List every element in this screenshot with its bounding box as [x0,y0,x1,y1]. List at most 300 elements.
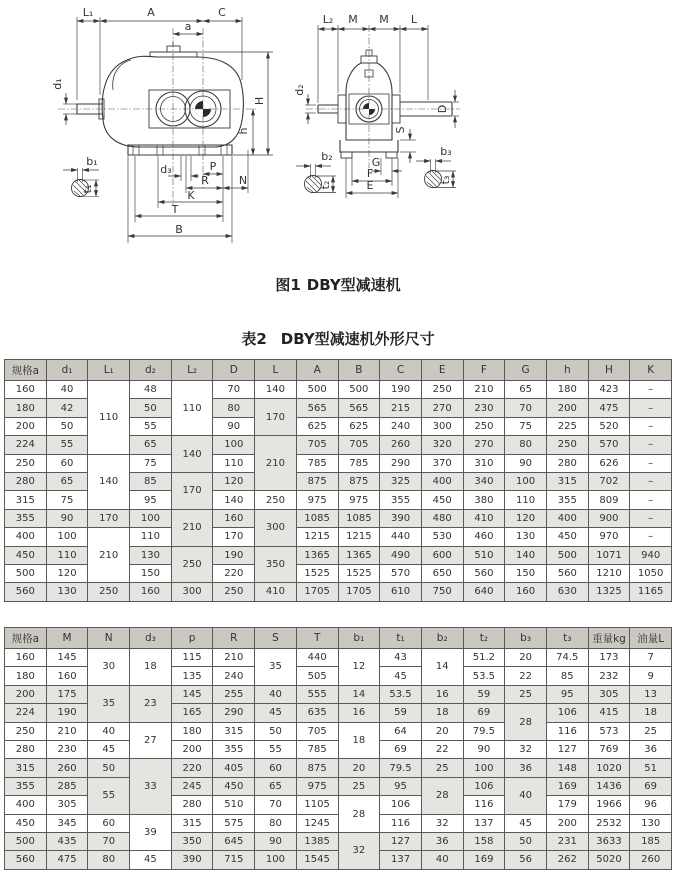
table-cell: 90 [46,509,88,527]
table-cell: 145 [171,685,213,703]
table-cell: 40 [255,685,297,703]
table-cell: 1085 [296,509,338,527]
column-header: d₁ [46,360,88,381]
dim-label-L2: L₂ [322,13,334,26]
header-row [5,360,672,381]
table-cell: 475 [588,399,630,417]
table-cell: 1365 [338,546,380,564]
table-cell: 90 [213,417,255,435]
table-cell: 25 [630,722,672,740]
table-cell: 80 [255,814,297,832]
table-cell: 116 [380,814,422,832]
table-cell: 90 [255,832,297,850]
dim-label-S: S [394,126,407,134]
table-cell: 30 [88,649,130,686]
table-cell: 14 [421,649,463,686]
dim-label-A: A [147,6,155,19]
table-cell: 116 [463,796,505,814]
table-cell: 490 [380,546,422,564]
table-cell: 400 [546,509,588,527]
table-cell: 975 [296,491,338,509]
dim-label-F: F [366,167,374,180]
table-cell: 69 [630,777,672,795]
table-cell: 60 [46,454,88,472]
table-cell: 560 [5,583,47,601]
table-cell: 230 [463,399,505,417]
table-cell: 48 [130,381,172,399]
table-cell: 74.5 [546,649,588,667]
table-cell: 110 [505,491,547,509]
table-cell: – [630,454,672,472]
table-cell: 300 [171,583,213,601]
table-cell: 100 [46,528,88,546]
table-cell: 1705 [296,583,338,601]
table-row [5,685,672,703]
table-cell: 500 [296,381,338,399]
table-cell: 1105 [296,796,338,814]
table-cell: 1385 [296,832,338,850]
table-cell: 875 [338,472,380,490]
column-header: L [255,360,297,381]
table-cell: 565 [338,399,380,417]
table-cell: 28 [421,777,463,814]
table-cell: 170 [88,509,130,527]
column-header: N [88,628,130,649]
table-cell: 69 [380,740,422,758]
table-cell: 1365 [296,546,338,564]
column-header: S [255,628,297,649]
table-cell: 560 [5,851,47,869]
table-cell: 110 [88,381,130,455]
table-cell: 240 [213,667,255,685]
table-cell: 635 [296,704,338,722]
table-cell: 975 [338,491,380,509]
table-cell: 280 [5,472,47,490]
table-cell: 626 [588,454,630,472]
table-cell: 345 [46,814,88,832]
table-cell: 100 [130,509,172,527]
column-header: 规格a [5,360,47,381]
column-header: d₃ [130,628,172,649]
table-cell: 310 [463,454,505,472]
dim-label-K: K [187,189,195,202]
table-cell: 50 [255,722,297,740]
table-cell: – [630,381,672,399]
table-row [5,759,672,777]
column-header: H [588,360,630,381]
table-cell: 435 [46,832,88,850]
dim-label-N: N [238,174,248,187]
table-cell: 32 [505,740,547,758]
table-cell: 390 [171,851,213,869]
table-cell: 200 [5,685,47,703]
table-cell: 200 [546,814,588,832]
table-cell: 450 [213,777,255,795]
table-cell: 210 [463,381,505,399]
table-cell: 270 [421,399,463,417]
table-cell: 530 [421,528,463,546]
table-cell: – [630,399,672,417]
header-row [5,628,672,649]
table-cell: 79.5 [463,722,505,740]
table-cell: 148 [546,759,588,777]
column-header: 规格a [5,628,47,649]
table-cell: 140 [213,491,255,509]
table-cell: 423 [588,381,630,399]
table-cell: – [630,491,672,509]
column-header: h [546,360,588,381]
dim-label-R: R [201,174,209,187]
table-cell: 1210 [588,564,630,582]
table-cell: 116 [546,722,588,740]
table-cell: 260 [630,851,672,869]
table-cell: 60 [88,814,130,832]
table-cell: 210 [88,528,130,583]
table-cell: 320 [421,436,463,454]
table-cell: 769 [588,740,630,758]
table-cell: 350 [171,832,213,850]
table-cell: 51 [630,759,672,777]
table-cell: 705 [338,436,380,454]
table-cell: 169 [546,777,588,795]
table-cell: 53.5 [380,685,422,703]
table-cell: 220 [213,564,255,582]
table-cell: 250 [421,381,463,399]
table-cell: 240 [380,417,422,435]
table-cell: 290 [213,704,255,722]
table-cell: 40 [505,777,547,814]
table-cell: 18 [130,649,172,686]
table-cell: 25 [421,759,463,777]
table-cell: 70 [213,381,255,399]
table-cell: 7 [630,649,672,667]
table-cell: 610 [380,583,422,601]
table-cell: 200 [171,740,213,758]
table-cell: 645 [213,832,255,850]
table-cell: 702 [588,472,630,490]
table-cell: 355 [213,740,255,758]
table-cell: 80 [88,851,130,869]
table-cell: 480 [421,509,463,527]
table-cell: 210 [213,649,255,667]
table-cell: 200 [546,399,588,417]
table-cell: 225 [546,417,588,435]
table-cell: 305 [588,685,630,703]
table-cell: 20 [505,649,547,667]
table-cell: 640 [463,583,505,601]
table-cell: – [630,436,672,454]
table-cell: 18 [421,704,463,722]
table-cell: 1325 [588,583,630,601]
table-cell: 40 [88,722,130,740]
table-cell: 210 [171,509,213,546]
table-cell: 160 [5,649,47,667]
table-cell: 130 [46,583,88,601]
table-cell: 59 [380,704,422,722]
table-cell: 510 [463,546,505,564]
table-cell: 65 [130,436,172,454]
table-cell: 110 [130,528,172,546]
table-cell: 1020 [588,759,630,777]
table-cell: 28 [338,796,380,833]
dim-label-L: L [410,13,418,26]
dim-label-t2: t₂ [319,180,332,190]
table-cell: 115 [171,649,213,667]
dim-label-P: P [209,160,217,173]
table-cell: 410 [463,509,505,527]
table-cell: 170 [213,528,255,546]
table-cell: 250 [213,583,255,601]
column-header: t₃ [546,628,588,649]
table-cell: 120 [46,564,88,582]
table-cell: 75 [46,491,88,509]
table-cell: 250 [255,491,297,509]
table-row [5,777,672,795]
table-cell: 130 [630,814,672,832]
dim-label-d1: d₁ [51,78,64,90]
table-cell: 1966 [588,796,630,814]
column-header: d₂ [130,360,172,381]
table-cell: 59 [463,685,505,703]
table-cell: 75 [130,454,172,472]
table-cell: 28 [505,704,547,741]
table-cell: 505 [296,667,338,685]
table-cell: 14 [338,685,380,703]
table-cell: 190 [380,381,422,399]
table-cell: 120 [505,509,547,527]
table-cell: 975 [296,777,338,795]
column-header: R [213,628,255,649]
table-cell: 475 [46,851,88,869]
table-cell: 280 [5,740,47,758]
table-cell: 1071 [588,546,630,564]
table-cell: 400 [421,472,463,490]
table-cell: 43 [380,649,422,667]
column-header: E [421,360,463,381]
table-cell: 50 [46,417,88,435]
table-cell: 560 [546,564,588,582]
table-cell: 255 [213,685,255,703]
table-cell: 560 [463,564,505,582]
table-cell: 1215 [296,528,338,546]
table-cell: 875 [296,759,338,777]
table-cell: 20 [338,759,380,777]
table-cell: 1245 [296,814,338,832]
dim-label-B: B [175,223,183,236]
table-cell: 180 [5,399,47,417]
dim-label-t1: t₁ [81,184,94,194]
column-header: D [213,360,255,381]
table-cell: 69 [463,704,505,722]
table-row [5,832,672,850]
table-cell: 250 [171,546,213,583]
table-cell: 110 [213,454,255,472]
table-cell: 715 [213,851,255,869]
table-row [5,649,672,667]
column-header: L₂ [171,360,213,381]
table-cell: 180 [5,667,47,685]
table-cell: 315 [5,759,47,777]
table-cell: 106 [546,704,588,722]
table-cell: 1050 [630,564,672,582]
table-cell: 137 [463,814,505,832]
table-cell: 1525 [338,564,380,582]
table-cell: 170 [255,399,297,436]
dim-label-E: E [366,179,374,192]
table-cell: 100 [505,472,547,490]
table-cell: 106 [463,777,505,795]
table-cell: 36 [630,740,672,758]
table-row [5,381,672,399]
figure-number: 图1 [275,276,301,294]
table-cell: 160 [213,509,255,527]
table-cell: 140 [171,436,213,473]
table-cell: 315 [5,491,47,509]
table-cell: 625 [338,417,380,435]
table-cell: 565 [296,399,338,417]
column-header: K [630,360,672,381]
table-cell: 173 [588,649,630,667]
table-row [5,454,672,472]
table-cell: 415 [588,704,630,722]
table-cell: 3633 [588,832,630,850]
table-cell: 179 [546,796,588,814]
table-cell: 79.5 [380,759,422,777]
table-cell: 95 [546,685,588,703]
table-cell: 80 [213,399,255,417]
table-cell: 460 [463,528,505,546]
table-cell: 51.2 [463,649,505,667]
table-cell: 900 [588,509,630,527]
column-header: M [46,628,88,649]
table-cell: 53.5 [463,667,505,685]
dim-label-T: T [171,203,179,216]
dim-label-L1: L₁ [82,6,94,19]
table-cell: 75 [505,417,547,435]
table-cell: 1085 [338,509,380,527]
table-cell: 232 [588,667,630,685]
table-cell: 45 [130,851,172,869]
table-cell: 450 [546,528,588,546]
table-cell: 56 [505,851,547,869]
table-cell: 150 [505,564,547,582]
dim-label-D: D [436,104,449,114]
table-cell: 12 [338,649,380,686]
table-cell: 1705 [338,583,380,601]
table-cell: 450 [5,546,47,564]
table-caption [0,328,676,349]
table-cell: 280 [171,796,213,814]
table-cell: 262 [546,851,588,869]
dim-label-d2: d₂ [293,84,306,96]
table-cell: 440 [296,649,338,667]
table-cell: 315 [171,814,213,832]
table-cell: 290 [380,454,422,472]
table-cell: 230 [46,740,88,758]
table-cell: 573 [588,722,630,740]
table-cell: 500 [546,546,588,564]
table-cell: 875 [296,472,338,490]
table-cell: 400 [5,796,47,814]
table-cell: 370 [421,454,463,472]
table-cell: 600 [421,546,463,564]
figure-title: DBY型减速机 [306,276,401,294]
table-cell: 95 [130,491,172,509]
table-cell: 325 [380,472,422,490]
dim-label-h: h [237,127,250,135]
reducer-side-view [72,42,244,197]
table-cell: 224 [5,436,47,454]
table-cell: 970 [588,528,630,546]
table-cell: 110 [171,381,213,436]
dim-label-C: C [218,6,226,19]
dim-label-a: a [184,20,192,33]
table-cell: 130 [130,546,172,564]
table-cell: 16 [421,685,463,703]
table-cell: 500 [5,564,47,582]
table-title: DBY型减速机外形尺寸 [280,330,435,348]
table-cell: 23 [130,685,172,722]
table-cell: 5020 [588,851,630,869]
table-cell: 22 [505,667,547,685]
dim-label-G: G [371,156,381,169]
column-header: C [380,360,422,381]
table-cell: 215 [380,399,422,417]
table-cell: 315 [546,472,588,490]
table-cell: 705 [296,436,338,454]
table-cell: 1545 [296,851,338,869]
table-cell: 100 [255,851,297,869]
table-cell: 27 [130,722,172,759]
table-cell: 300 [255,509,297,546]
table-cell: 50 [505,832,547,850]
table-cell: 64 [380,722,422,740]
table-cell: 60 [255,759,297,777]
table-cell: 96 [630,796,672,814]
table-cell: 555 [296,685,338,703]
column-header: 油量L [630,628,672,649]
table-cell: 13 [630,685,672,703]
table-cell: 210 [255,436,297,491]
table-cell: 18 [338,722,380,759]
table-cell: 110 [46,546,88,564]
table-cell: 350 [255,546,297,583]
table-cell: 390 [380,509,422,527]
table-cell: 135 [171,667,213,685]
table-cell: 85 [546,667,588,685]
table-cell: 80 [505,436,547,454]
table-cell: 100 [213,436,255,454]
table-cell: 35 [255,649,297,686]
table-cell: 160 [505,583,547,601]
table-cell: 1215 [338,528,380,546]
table-cell: 40 [46,381,88,399]
table-cell: 120 [213,472,255,490]
dim-label-t3: t₃ [439,175,452,185]
table-cell: 190 [46,704,88,722]
table-cell: 22 [421,740,463,758]
table-row [5,722,672,740]
table-cell: 250 [463,417,505,435]
table-cell: 20 [421,722,463,740]
table-cell: 45 [88,740,130,758]
table-cell: 210 [46,722,88,740]
table-cell: 65 [255,777,297,795]
column-header: A [296,360,338,381]
table-cell: 250 [546,436,588,454]
column-header: F [463,360,505,381]
table-cell: – [630,509,672,527]
